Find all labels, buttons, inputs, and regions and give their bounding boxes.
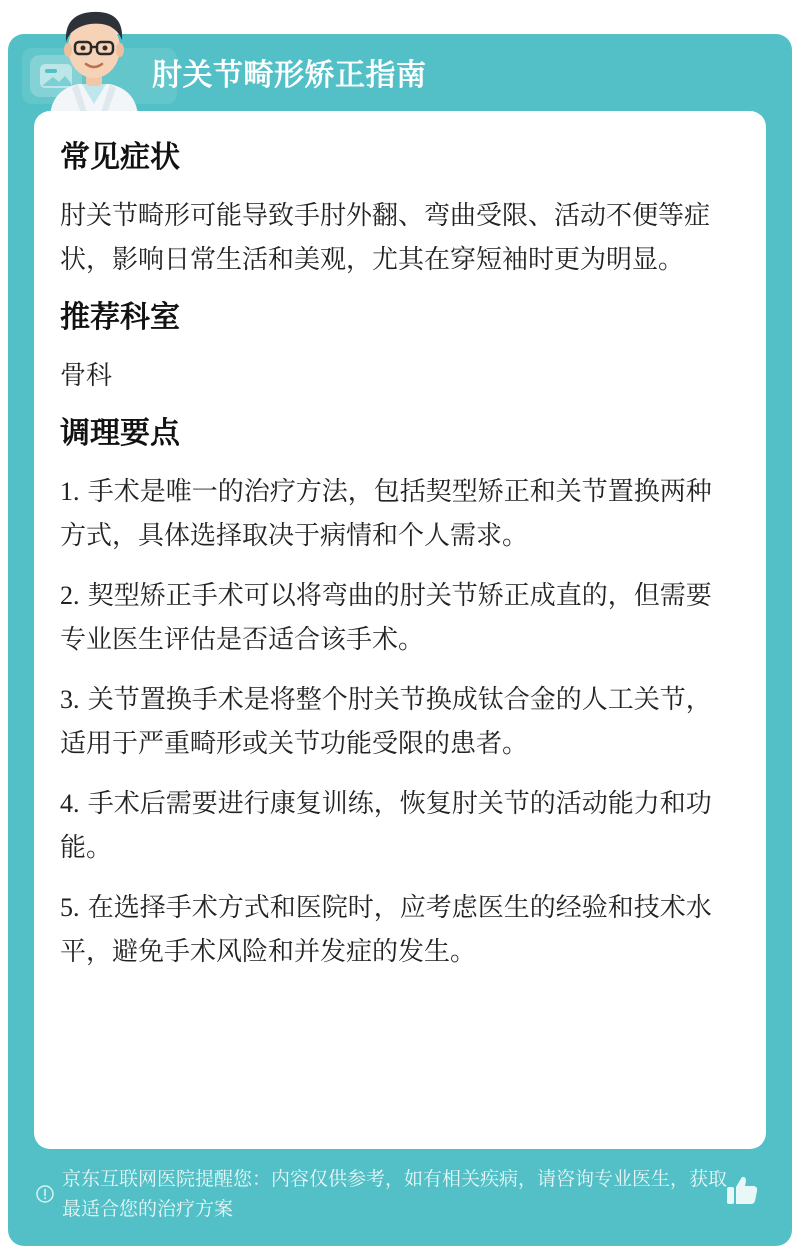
care-item bbox=[60, 678, 722, 766]
symptoms-heading: 常见症状 bbox=[60, 140, 180, 175]
care-item-number: 1. bbox=[60, 477, 80, 506]
care-item bbox=[60, 470, 722, 558]
disclaimer-text: 京东互联网医院提醒您：内容仅供参考，如有相关疾病，请咨询专业医生，获取最适合您的治疗方案 bbox=[62, 1168, 728, 1220]
care-item bbox=[60, 782, 722, 870]
care-item-number: 3. bbox=[60, 685, 80, 714]
doctor-avatar bbox=[42, 4, 146, 116]
care-item-number: 2. bbox=[60, 581, 80, 610]
care-item-text: 手术是唯一的治疗方法，包括契型矫正和关节置换两种方式，具体选择取决于病情和个人需求。 bbox=[60, 477, 712, 551]
symptoms-text: 肘关节畸形可能导致手肘外翻、弯曲受限、活动不便等症状，影响日常生活和美观，尤其在穿短袖时更为明显。 bbox=[60, 201, 711, 275]
care-item bbox=[60, 886, 722, 974]
page-title: 肘关节畸形矫正指南 bbox=[152, 58, 427, 93]
thumbs-up-icon[interactable] bbox=[724, 1172, 760, 1208]
care-item-number: 4. bbox=[60, 789, 80, 818]
care-item bbox=[60, 574, 722, 662]
care-item-text: 在选择手术方式和医院时，应考虑医生的经验和技术水平，避免手术风险和并发症的发生。 bbox=[60, 893, 712, 967]
department-text: 骨科 bbox=[60, 361, 113, 391]
care-item-text: 关节置换手术是将整个肘关节换成钛合金的人工关节，适用于严重畸形或关节功能受限的患者。 bbox=[60, 685, 712, 759]
care-item-text: 契型矫正手术可以将弯曲的肘关节矫正成直的，但需要专业医生评估是否适合该手术。 bbox=[60, 581, 712, 655]
care-item-number: 5. bbox=[60, 893, 80, 922]
department-heading: 推荐科室 bbox=[60, 300, 180, 335]
guide-content bbox=[60, 128, 722, 990]
care-heading: 调理要点 bbox=[60, 416, 180, 451]
info-icon bbox=[36, 1185, 54, 1203]
care-item-text: 手术后需要进行康复训练，恢复肘关节的活动能力和功能。 bbox=[60, 789, 712, 863]
